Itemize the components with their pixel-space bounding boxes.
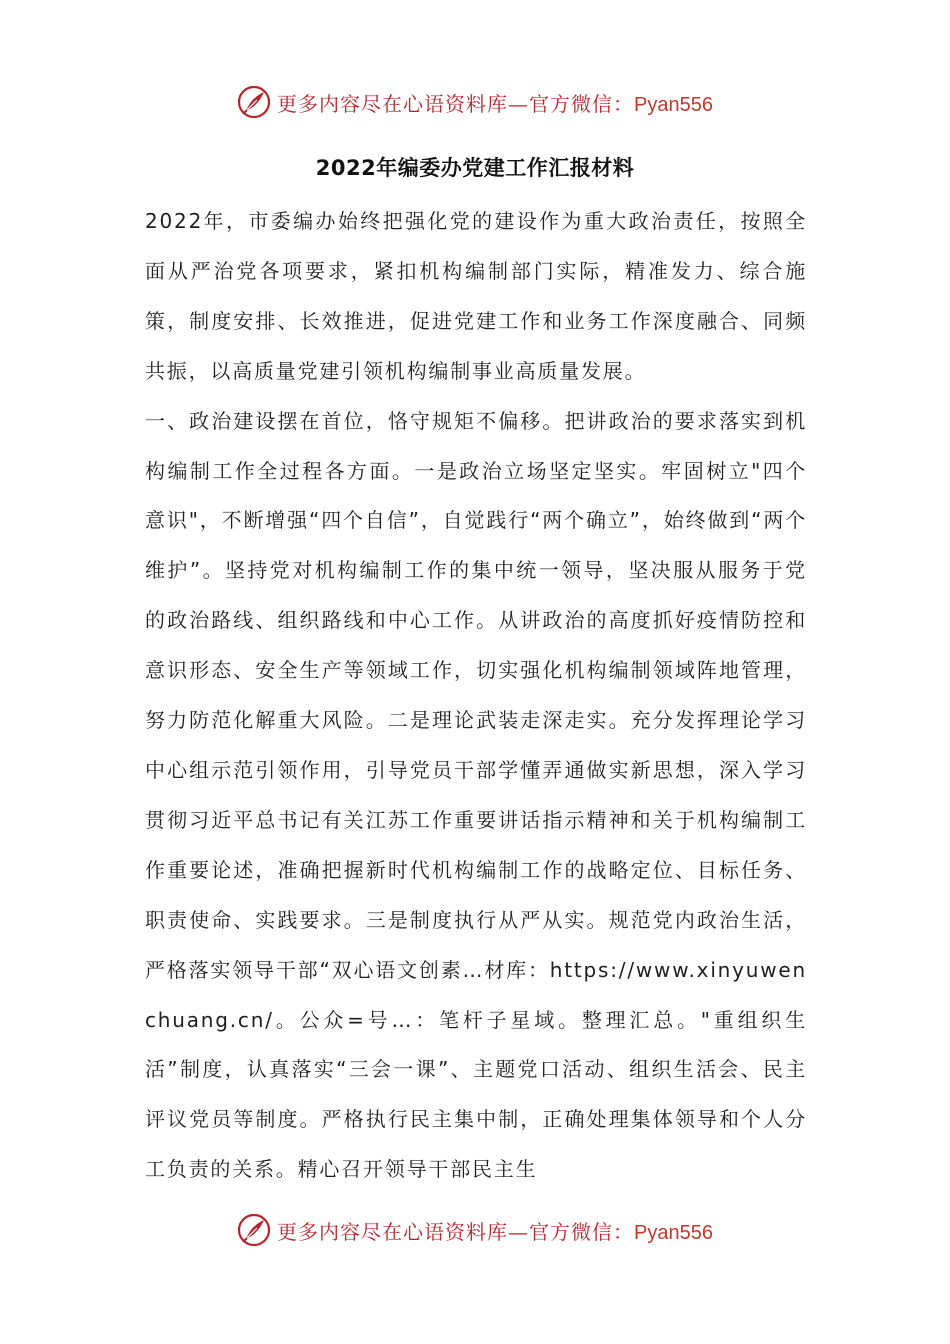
document-body (145, 197, 807, 1195)
quill-logo-icon (237, 85, 271, 119)
footer-banner-wechat-id: Pyan556 (634, 1221, 713, 1244)
footer-banner-dash: — (508, 1219, 530, 1244)
footer-banner-wechat-label: 官方微信： (529, 1219, 635, 1244)
header-banner-dash: — (508, 91, 530, 116)
header-banner-text (277, 88, 713, 117)
header-banner-wechat-id: Pyan556 (634, 93, 713, 116)
body-paragraph: 2022年，市委编办始终把强化党的建设作为重大政治责任，按照全面从严治党各项要求，紧扣机构编制部门实际，精准发力、综合施策，制度安排、长效推进，促进党建工作和业务工作深度融合、同频共振，以高质量党建引领机构编制事业高质量发展。 (145, 209, 807, 383)
footer-banner-slogan: 更多内容尽在心语资料库 (277, 1219, 509, 1244)
body-paragraph: 一、政治建设摆在首位，恪守规矩不偏移。把讲政治的要求落实到机构编制工作全过程各方面。一是政治立场坚定坚实。牢固树立"四个意识"，不断增强“四个自信”，自觉践行“两个确立”，始终做到“两个维护”。坚持党对机构编制工作的集中统一领导，坚决服从服务于党的政治路线、组织路线和中心工作。从讲政治的高度抓好疫情防控和意识形态、安全生产等领域工作，切实强化机构编制领域阵地管理，努力防范化解重大风险。二是理论武装走深走实。充分发挥理论学习中心组示范引领作用，引导党员干部学懂弄通做实新思想，深入学习贯彻习近平总书记有关江苏工作重要讲话指示精神和关于机构编制工作重要论述，准确把握新时代机构编制工作的战略定位、目标任务、职责使命、实践要求。三是制度执行从严从实。规范党内政治生活，严格落实领导干部“双心语文创素…材库：https://www.xinyuwenchuang.cn/。公众=号…：笔杆子星域。整理汇总。"重组织生活”制度，认真落实“三会一课”、主题党口活动、组织生活会、民主评议党员等制度。严格执行民主集中制，正确处理集体领导和个人分工负责的关系。精心召开领导干部民主生 (145, 408, 807, 1182)
footer-banner (0, 1210, 950, 1250)
footer-banner-text (277, 1216, 713, 1245)
header-banner-wechat-label: 官方微信： (529, 91, 635, 116)
document-title: 2022年编委办党建工作汇报材料 (315, 156, 635, 180)
header-banner-slogan: 更多内容尽在心语资料库 (277, 91, 509, 116)
header-banner (0, 82, 950, 122)
quill-logo-icon (237, 1213, 271, 1247)
